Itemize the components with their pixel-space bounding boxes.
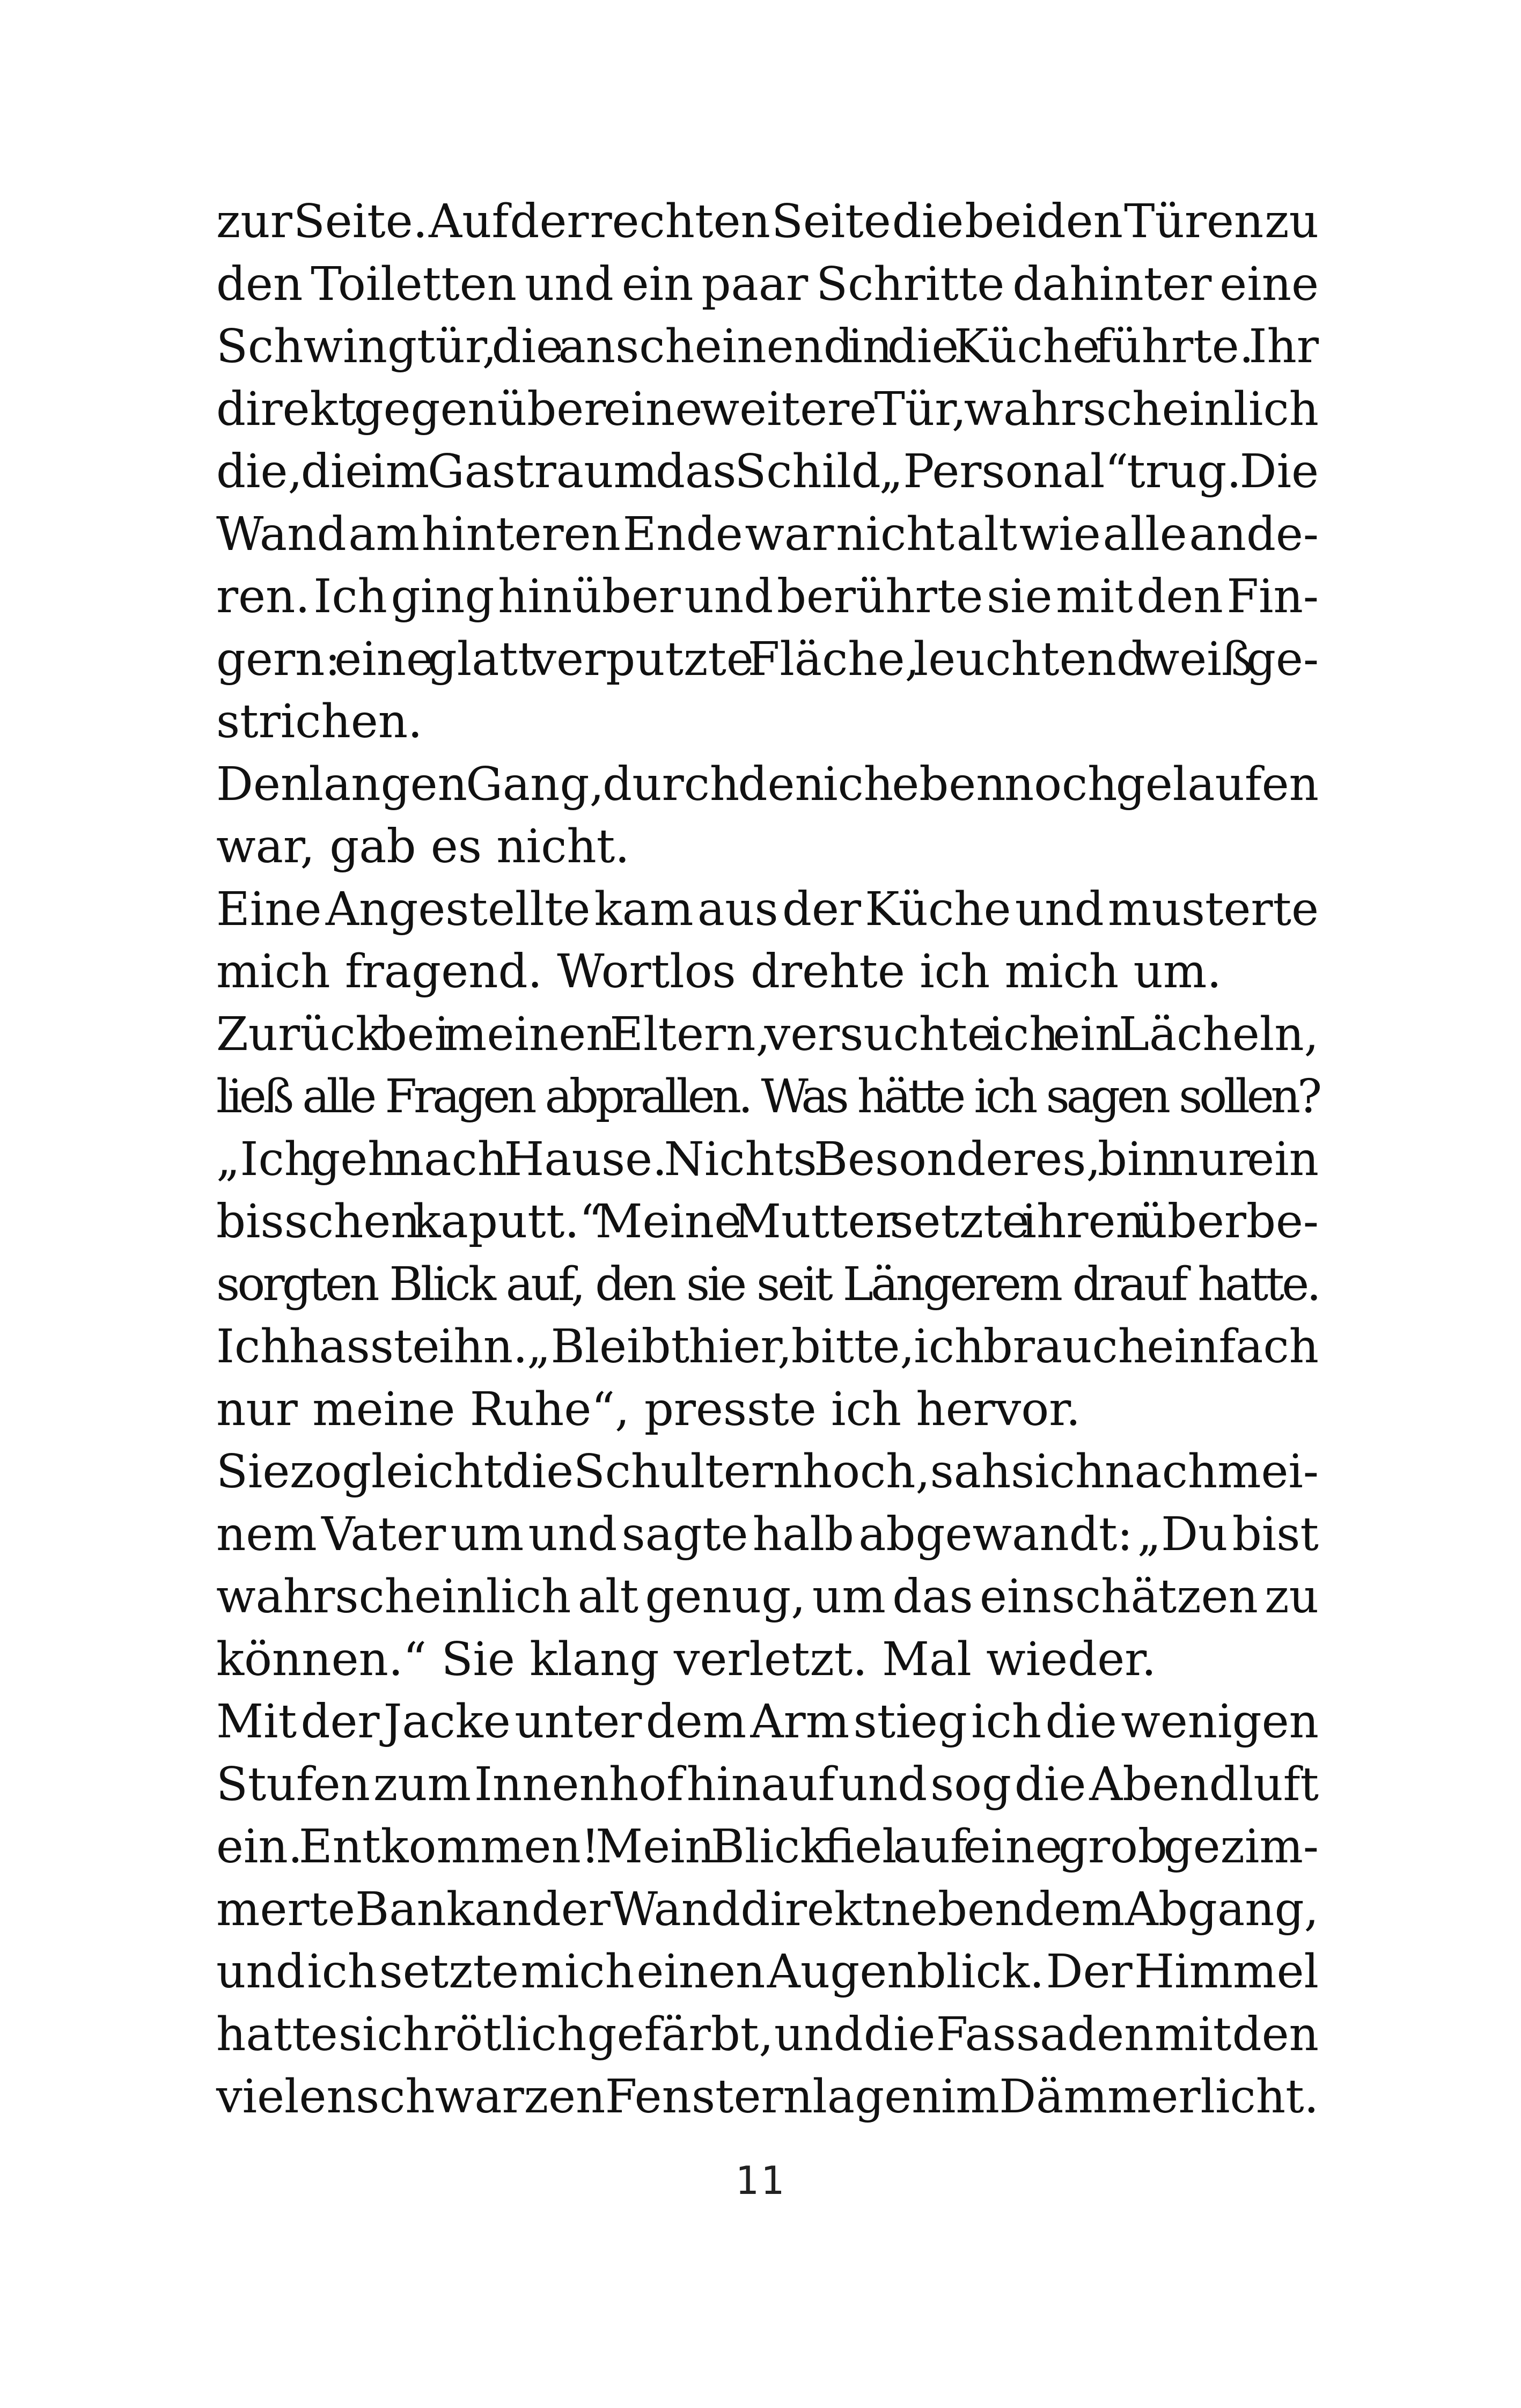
text-line: war, gab es nicht. bbox=[216, 820, 630, 873]
text-line: sorgten Blick auf, den sie seit Längerem drauf hatte. bbox=[216, 1257, 1319, 1311]
text-line: nem Vater um und sagte halb abgewandt: „Du bist bbox=[216, 1507, 1319, 1561]
text-line: Eine Angestellte kam aus der Küche und musterte bbox=[216, 882, 1319, 936]
body-text bbox=[216, 190, 1319, 2128]
text-line: ein. Entkommen! Mein Blick fiel auf eine grob gezim- bbox=[216, 1820, 1319, 1874]
text-line: Wand am hinteren Ende war nicht alt wie alle ande- bbox=[216, 507, 1319, 561]
text-line: können.“ Sie klang verletzt. Mal wieder. bbox=[216, 1632, 1157, 1686]
text-line: Ich hasste ihn. „Bleibt hier, bitte, ich brauch einfach bbox=[216, 1320, 1319, 1374]
text-line: die, die im Gastraum das Schild „Personal“ trug. Die bbox=[216, 445, 1319, 498]
text-line: merte Bank an der Wand direkt neben dem Abgang, bbox=[216, 1882, 1319, 1936]
text-line: den Toiletten und ein paar Schritte dahinter eine bbox=[216, 257, 1319, 311]
text-line: „Ich geh nach Hause. Nichts Besonderes, bin nur ein bbox=[216, 1132, 1319, 1186]
page-number: 11 bbox=[735, 2158, 786, 2203]
text-line: ren. Ich ging hinüber und berührte sie mit den Fin- bbox=[216, 570, 1319, 623]
text-line: vielen schwarzen Fenstern lagen im Dämmerlicht. bbox=[216, 2070, 1319, 2124]
text-line: Den langen Gang, durch den ich eben noch gelaufen bbox=[216, 757, 1319, 811]
text-line: nur meine Ruhe“, presste ich hervor. bbox=[216, 1382, 1081, 1436]
text-line: mich fragend. Wortlos drehte ich mich um. bbox=[216, 945, 1222, 999]
text-line: Mit der Jacke unter dem Arm stieg ich die wenigen bbox=[216, 1695, 1319, 1749]
text-line: ließ alle Fragen abprallen. Was hätte ich sagen sollen? bbox=[216, 1070, 1319, 1124]
text-line: Stufen zum Innenhof hinauf und sog die Abendluft bbox=[216, 1757, 1319, 1811]
text-line: direkt gegenüber eine weitere Tür, wahrscheinlich bbox=[216, 382, 1319, 436]
text-line: bisschen kaputt.“ Meine Mutter setzte ihren überbe- bbox=[216, 1195, 1319, 1249]
text-line: gern: eine glatt verputzte Fläche, leuchtend weiß ge- bbox=[216, 632, 1319, 686]
text-line: Zurück bei meinen Eltern, versuchte ich ein Lächeln, bbox=[216, 1007, 1319, 1061]
text-line: und ich setzte mich einen Augenblick. Der Himmel bbox=[216, 1945, 1319, 1999]
text-line: wahrscheinlich alt genug, um das einschätzen zu bbox=[216, 1570, 1319, 1624]
text-line: Schwingtür, die anscheinend in die Küche führte. Ihr bbox=[216, 320, 1319, 373]
text-line: hatte sich rötlich gefärbt, und die Fassaden mit den bbox=[216, 2007, 1319, 2061]
text-line: zur Seite. Auf der rechten Seite die beiden Türen zu bbox=[216, 195, 1319, 248]
text-line: Sie zog leicht die Schultern hoch, sah sich nach mei- bbox=[216, 1445, 1319, 1499]
text-line: strichen. bbox=[216, 695, 423, 748]
